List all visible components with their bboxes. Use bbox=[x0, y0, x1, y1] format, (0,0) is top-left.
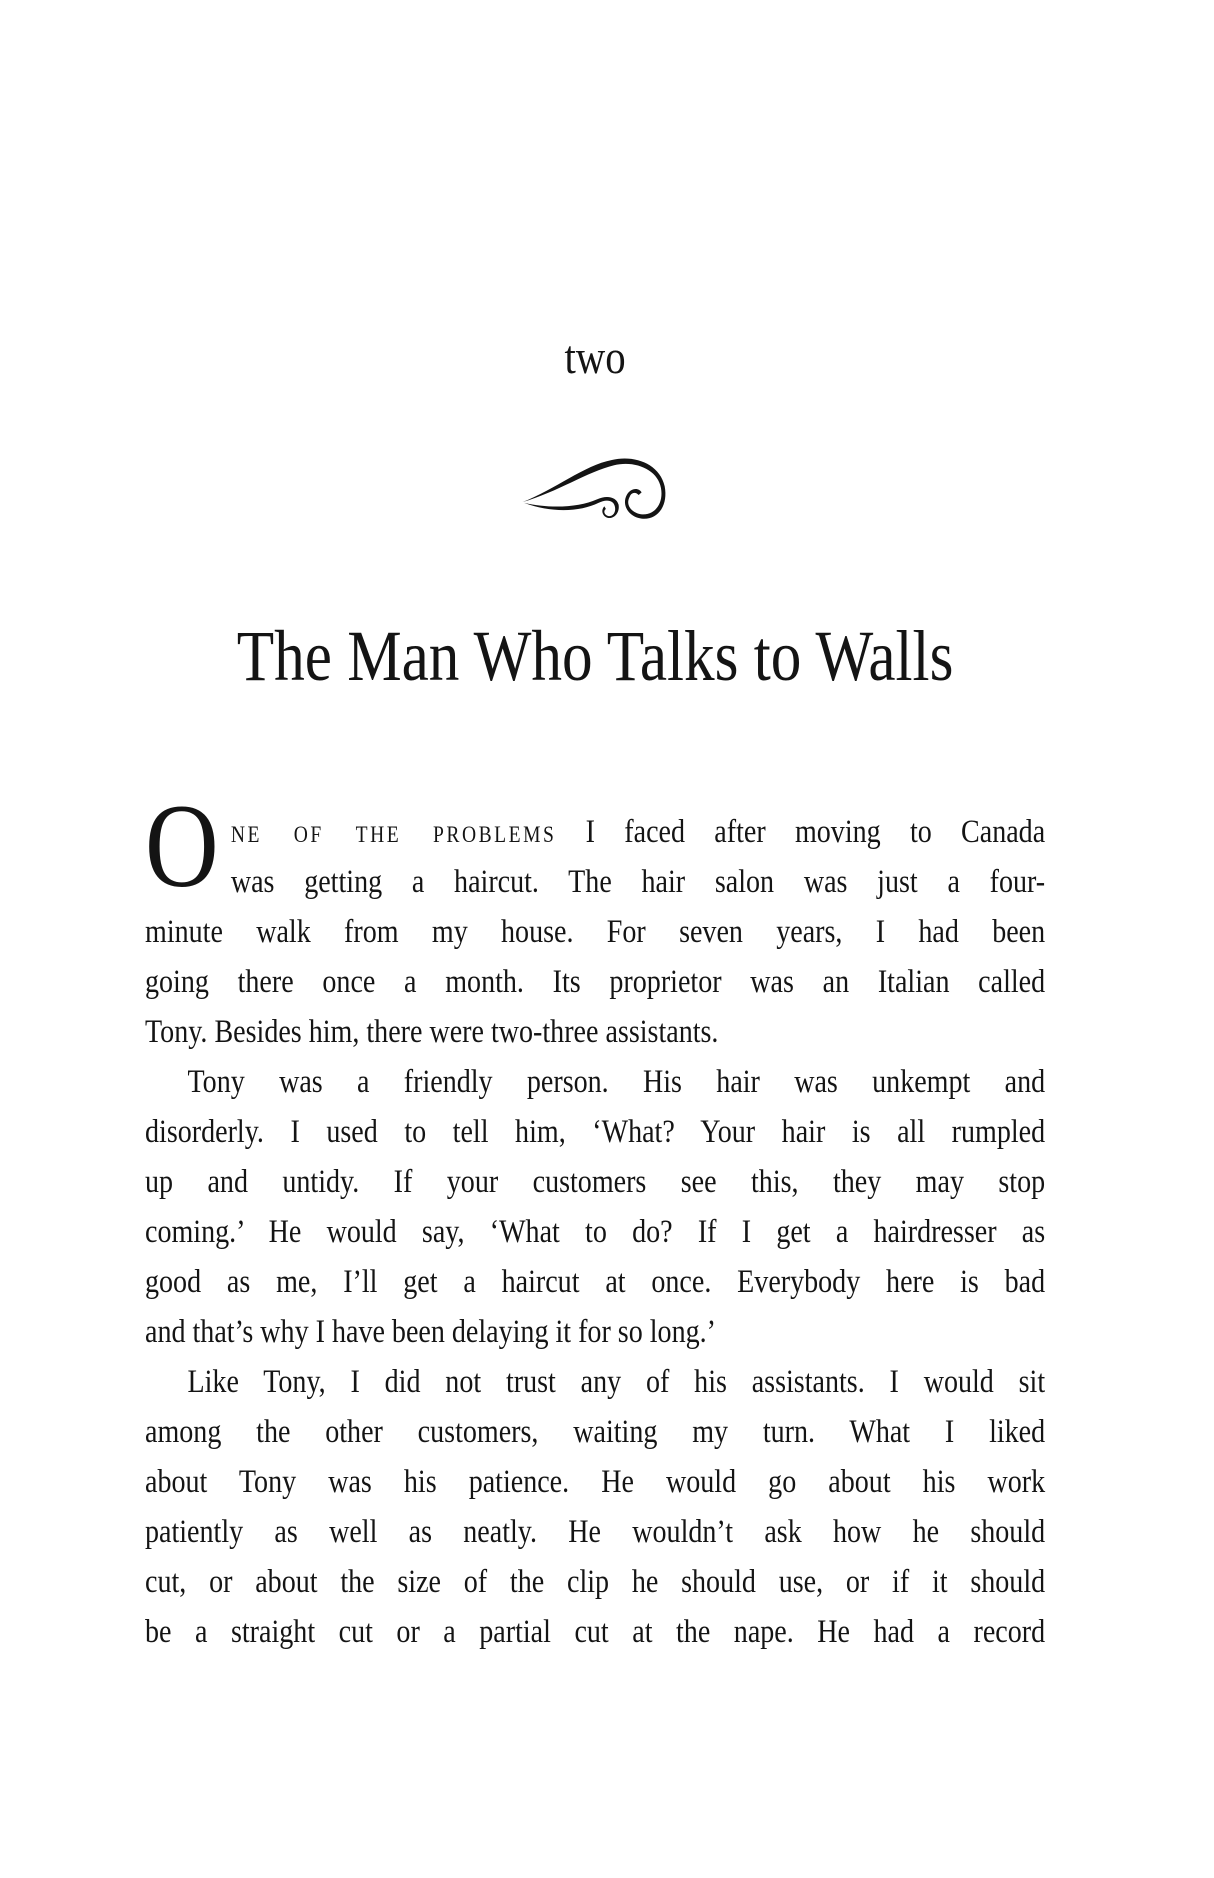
text-line: cut, or about the size of the clip he should use, or if it should bbox=[145, 1564, 1046, 1600]
text-line: minute walk from my house. For seven years, I had been bbox=[145, 914, 1046, 950]
chapter-title: The Man Who Talks to Walls bbox=[236, 616, 954, 696]
drop-cap: O bbox=[145, 779, 219, 912]
text-line: about Tony was his patience. He would go about his work bbox=[145, 1464, 1046, 1500]
swash-flourish-icon bbox=[518, 453, 673, 523]
text-line: good as me, I’ll get a haircut at once. Everybody here is bad bbox=[145, 1264, 1046, 1300]
chapter-number: two bbox=[564, 331, 626, 384]
chapter-ornament bbox=[145, 453, 1045, 528]
text-line: be a straight cut or a partial cut at the nape. He had a record bbox=[145, 1614, 1046, 1650]
text-line: Like Tony, I did not trust any of his assistants. I would sit bbox=[187, 1364, 1046, 1400]
body-text bbox=[145, 779, 1046, 1657]
text-line: patiently as well as neatly. He wouldn’t ask how he should bbox=[145, 1514, 1046, 1550]
body-run: I faced after moving to Canada bbox=[556, 814, 1046, 850]
paragraph bbox=[145, 1057, 1045, 1357]
text-line: disorderly. I used to tell him, ‘What? Your hair is all rumpled bbox=[145, 1114, 1046, 1150]
text-line bbox=[145, 807, 1045, 857]
text-line: Tony. Besides him, there were two-three assistants. bbox=[145, 1014, 719, 1050]
text-line: coming.’ He would say, ‘What to do? If I get a hairdresser as bbox=[145, 1214, 1046, 1250]
text-line: going there once a month. Its proprietor was an Italian called bbox=[145, 964, 1046, 1000]
small-caps-lead: ne of the problems bbox=[230, 814, 557, 850]
text-line: among the other customers, waiting my turn. What I liked bbox=[145, 1414, 1046, 1450]
paragraph bbox=[145, 1357, 1045, 1657]
text-line: and that’s why I have been delaying it for so long.’ bbox=[145, 1314, 716, 1350]
text-line: up and untidy. If your customers see this, they may stop bbox=[145, 1164, 1046, 1200]
text-line: Tony was a friendly person. His hair was unkempt and bbox=[187, 1064, 1046, 1100]
text-line: was getting a haircut. The hair salon was just a four- bbox=[230, 864, 1046, 900]
paragraph bbox=[145, 779, 1046, 1057]
